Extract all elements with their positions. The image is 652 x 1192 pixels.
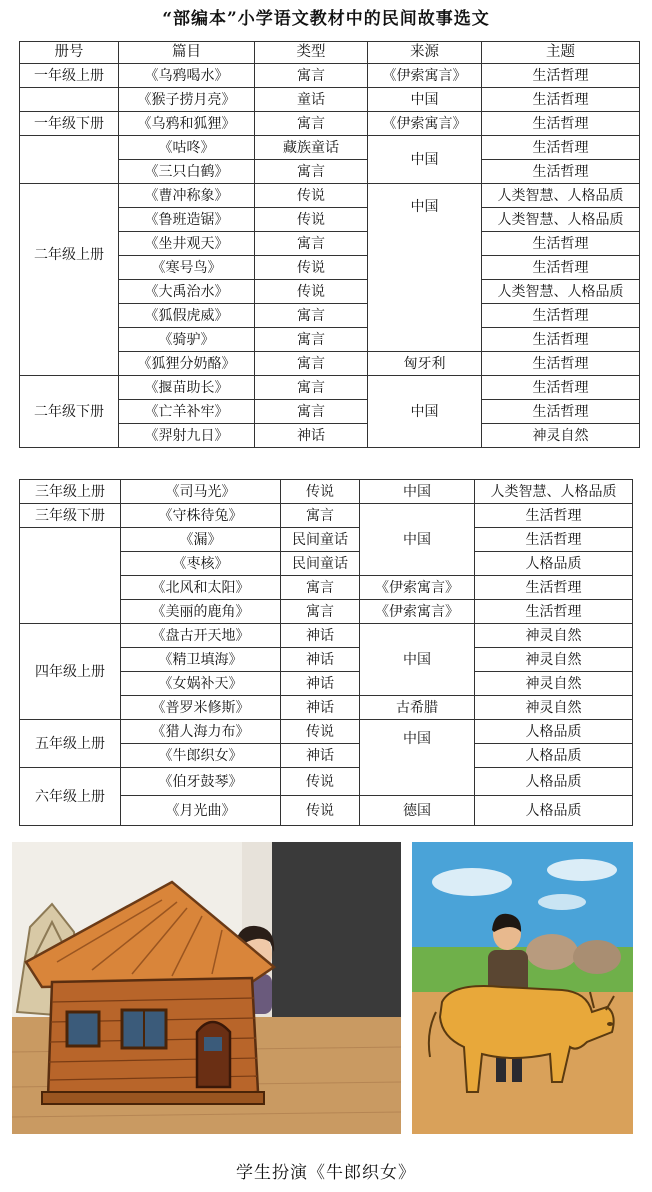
source-cell: 德国 <box>360 796 475 826</box>
title-cell: 《曹冲称象》 <box>119 184 255 208</box>
theme-cell: 人类智慧、人格品质 <box>482 280 640 304</box>
title-cell: 《守株待兔》 <box>121 504 281 528</box>
type-cell: 寓言 <box>255 352 368 376</box>
type-cell: 寓言 <box>255 328 368 352</box>
theme-cell: 生活哲理 <box>482 64 640 88</box>
type-cell: 寓言 <box>255 112 368 136</box>
theme-cell: 生活哲理 <box>482 136 640 160</box>
volume-cell: 三年级下册 <box>20 504 121 528</box>
volume-cell: 三年级上册 <box>20 480 121 504</box>
header-volume: 册号 <box>20 42 119 64</box>
title-cell: 《司马光》 <box>121 480 281 504</box>
table-row <box>20 184 640 208</box>
type-cell: 传说 <box>281 796 360 826</box>
theme-cell: 人格品质 <box>475 720 633 744</box>
header-source: 来源 <box>368 42 482 64</box>
theme-cell: 人格品质 <box>475 552 633 576</box>
type-cell: 寓言 <box>281 504 360 528</box>
theme-cell: 人格品质 <box>475 768 633 796</box>
theme-cell: 生活哲理 <box>482 232 640 256</box>
type-cell: 神话 <box>281 624 360 648</box>
type-cell: 传说 <box>281 768 360 796</box>
volume-cell: 二年级下册 <box>20 376 119 448</box>
table-row <box>20 88 640 112</box>
source-cell: 中国 <box>360 480 475 504</box>
theme-cell: 生活哲理 <box>482 160 640 184</box>
table-row <box>20 768 633 796</box>
type-cell: 神话 <box>281 696 360 720</box>
theme-cell: 生活哲理 <box>475 528 633 552</box>
table-row <box>20 720 633 744</box>
photo-caption: 学生扮演《牛郎织女》 <box>236 1163 416 1183</box>
title-cell: 《乌鸦和狐狸》 <box>119 112 255 136</box>
type-cell: 寓言 <box>255 304 368 328</box>
theme-cell: 神灵自然 <box>482 424 640 448</box>
theme-cell: 人类智慧、人格品质 <box>482 208 640 232</box>
title-cell: 《狐狸分奶酪》 <box>119 352 255 376</box>
theme-cell: 生活哲理 <box>475 576 633 600</box>
title-cell: 《北风和太阳》 <box>121 576 281 600</box>
table-row <box>20 624 633 648</box>
type-cell: 寓言 <box>255 400 368 424</box>
type-cell: 藏族童话 <box>255 136 368 160</box>
title-cell: 《揠苗助长》 <box>119 376 255 400</box>
story-table-part1 <box>19 41 640 448</box>
type-cell: 神话 <box>281 648 360 672</box>
type-cell: 传说 <box>255 184 368 208</box>
title-cell: 《大禹治水》 <box>119 280 255 304</box>
title-cell: 《精卫填海》 <box>121 648 281 672</box>
table-row <box>20 480 633 504</box>
type-cell: 传说 <box>281 480 360 504</box>
source-cell: 中国 <box>360 720 475 796</box>
document-title: “部编本”小学语文教材中的民间故事选文 <box>162 9 490 29</box>
source-cell: 《伊索寓言》 <box>360 576 475 600</box>
story-table-part2 <box>19 479 633 826</box>
hut-illustration <box>12 842 401 1134</box>
title-cell: 《鲁班造锯》 <box>119 208 255 232</box>
header-theme: 主题 <box>482 42 640 64</box>
table-row <box>20 376 640 400</box>
type-cell: 寓言 <box>281 576 360 600</box>
theme-cell: 生活哲理 <box>475 600 633 624</box>
source-cell: 中国 <box>368 136 482 184</box>
title-cell: 《猎人海力布》 <box>121 720 281 744</box>
source-cell: 古希腊 <box>360 696 475 720</box>
type-cell: 寓言 <box>255 160 368 184</box>
table-row <box>20 528 633 552</box>
type-cell: 民间童话 <box>281 528 360 552</box>
title-cell: 《骑驴》 <box>119 328 255 352</box>
type-cell: 寓言 <box>255 64 368 88</box>
theme-cell: 生活哲理 <box>482 112 640 136</box>
title-cell: 《月光曲》 <box>121 796 281 826</box>
title-cell: 《盘古开天地》 <box>121 624 281 648</box>
type-cell: 寓言 <box>255 376 368 400</box>
theme-cell: 人格品质 <box>475 796 633 826</box>
title-cell: 《牛郎织女》 <box>121 744 281 768</box>
table-row <box>20 136 640 160</box>
title-cell: 《女娲补天》 <box>121 672 281 696</box>
table-row <box>20 64 640 88</box>
ox-illustration <box>412 842 633 1134</box>
table-header-row <box>20 42 640 64</box>
title-cell: 《猴子捞月亮》 <box>119 88 255 112</box>
title-cell: 《坐井观天》 <box>119 232 255 256</box>
theme-cell: 生活哲理 <box>482 328 640 352</box>
theme-cell: 生活哲理 <box>482 256 640 280</box>
type-cell: 童话 <box>255 88 368 112</box>
theme-cell: 人类智慧、人格品质 <box>482 184 640 208</box>
title-cell: 《羿射九日》 <box>119 424 255 448</box>
title-cell: 《枣核》 <box>121 552 281 576</box>
theme-cell: 神灵自然 <box>475 672 633 696</box>
volume-cell: 四年级上册 <box>20 624 121 720</box>
title-cell: 《三只白鹤》 <box>119 160 255 184</box>
photo-cardboard-ox <box>412 842 633 1134</box>
theme-cell: 生活哲理 <box>475 504 633 528</box>
table-row <box>20 112 640 136</box>
theme-cell: 生活哲理 <box>482 376 640 400</box>
title-cell: 《美丽的鹿角》 <box>121 600 281 624</box>
source-cell: 《伊索寓言》 <box>368 112 482 136</box>
source-cell: 《伊索寓言》 <box>360 600 475 624</box>
source-cell: 中国 <box>368 376 482 448</box>
source-cell: 中国 <box>360 624 475 696</box>
volume-cell <box>20 136 119 184</box>
theme-cell: 人类智慧、人格品质 <box>475 480 633 504</box>
type-cell: 传说 <box>281 720 360 744</box>
volume-cell: 二年级上册 <box>20 184 119 376</box>
title-cell: 《狐假虎威》 <box>119 304 255 328</box>
title-cell: 《伯牙鼓琴》 <box>121 768 281 796</box>
title-cell: 《普罗米修斯》 <box>121 696 281 720</box>
theme-cell: 神灵自然 <box>475 696 633 720</box>
source-cell: 匈牙利 <box>368 352 482 376</box>
theme-cell: 生活哲理 <box>482 352 640 376</box>
source-cell: 中国 <box>360 504 475 576</box>
volume-cell: 一年级下册 <box>20 112 119 136</box>
theme-cell: 生活哲理 <box>482 88 640 112</box>
source-cell: 《伊索寓言》 <box>368 64 482 88</box>
title-cell: 《亡羊补牢》 <box>119 400 255 424</box>
type-cell: 传说 <box>255 256 368 280</box>
type-cell: 神话 <box>281 672 360 696</box>
type-cell: 神话 <box>255 424 368 448</box>
volume-cell: 六年级上册 <box>20 768 121 826</box>
volume-cell: 五年级上册 <box>20 720 121 768</box>
type-cell: 寓言 <box>255 232 368 256</box>
type-cell: 民间童话 <box>281 552 360 576</box>
photo-cardboard-hut <box>12 842 401 1134</box>
theme-cell: 神灵自然 <box>475 648 633 672</box>
title-cell: 《寒号鸟》 <box>119 256 255 280</box>
source-cell: 中国 <box>368 184 482 352</box>
type-cell: 传说 <box>255 208 368 232</box>
type-cell: 传说 <box>255 280 368 304</box>
source-cell: 中国 <box>368 88 482 112</box>
theme-cell: 神灵自然 <box>475 624 633 648</box>
theme-cell: 生活哲理 <box>482 400 640 424</box>
title-cell: 《漏》 <box>121 528 281 552</box>
header-title: 篇目 <box>119 42 255 64</box>
title-cell: 《乌鸦喝水》 <box>119 64 255 88</box>
type-cell: 神话 <box>281 744 360 768</box>
volume-cell <box>20 88 119 112</box>
table-row <box>20 504 633 528</box>
volume-cell <box>20 528 121 624</box>
volume-cell: 一年级上册 <box>20 64 119 88</box>
theme-cell: 生活哲理 <box>482 304 640 328</box>
header-type: 类型 <box>255 42 368 64</box>
theme-cell: 人格品质 <box>475 744 633 768</box>
type-cell: 寓言 <box>281 600 360 624</box>
title-cell: 《咕咚》 <box>119 136 255 160</box>
